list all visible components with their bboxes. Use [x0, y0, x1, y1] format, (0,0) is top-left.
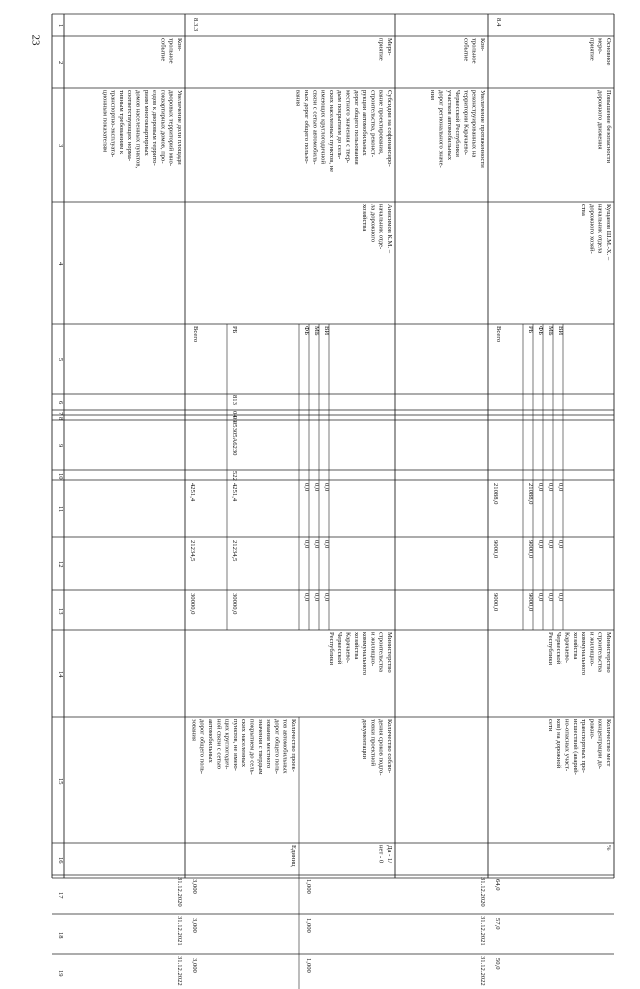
block-measure-833-value-col11-3: 0,0	[313, 483, 320, 492]
block-measure-84-value-col11-0: 21088,0	[492, 483, 499, 505]
column-number-6: 6	[57, 401, 64, 405]
block-measure-84-type: Основное меро- приятие	[588, 38, 612, 66]
column-number-2: 2	[57, 61, 64, 65]
block-measure-833-indicator-value-0-2: 3,000	[191, 958, 198, 973]
block-measure-833-value-col11-2: 0,0	[303, 483, 310, 492]
block-measure-833-value-col13-4: 0,0	[323, 593, 330, 602]
plan-table	[52, 14, 614, 986]
column-number-10: 10	[57, 472, 64, 480]
block-event-2-date-1: 31.12.2021	[479, 916, 486, 946]
block-measure-84-source-4: ВИ	[557, 326, 564, 336]
block-measure-833-source-2: ФБ	[303, 326, 310, 335]
block-measure-833-value-col11-1: 4251,4	[231, 483, 238, 502]
column-number-18: 18	[57, 931, 64, 939]
block-event-2-type: Кон- трольное событие	[462, 38, 486, 64]
block-measure-84-total-label: Всего	[495, 326, 502, 343]
block-event-1-date-0: 31.12.2020	[176, 877, 183, 907]
column-number-14: 14	[57, 671, 64, 678]
block-measure-84-responsible: Кущанов Ш.М.-Х. – начальник отдела дорожного хозяй- ства	[580, 204, 612, 261]
block-event-2-date-2: 31.12.2022	[479, 956, 486, 986]
block-measure-833-value-col12-1: 21234,5	[231, 540, 238, 562]
block-measure-833-value-col13-0: 30000,0	[189, 593, 196, 615]
block-measure-833-indicator-name-0: Количество проек- тов автомобильных дорог общего поль- зования местного значения с твердым покрытием до сель- ских населенных пунктов, не имею- щих круглогодич- ной связи с сетью автомобильных дорог общего поль- зования	[190, 719, 297, 775]
block-event-1-type: Кон- трольное событие	[159, 38, 183, 64]
column-number-15: 15	[57, 777, 64, 785]
block-measure-84-value-col12-3: 0,0	[547, 540, 554, 549]
block-measure-833-value-col11-0: 4251,4	[189, 483, 196, 502]
column-number-1: 1	[57, 24, 64, 28]
block-measure-84-source-3: МБ	[547, 326, 554, 336]
column-number-16: 16	[57, 856, 64, 864]
block-measure-84-value-col11-1: 21088,0	[527, 483, 534, 505]
block-measure-833-responsible: Анисимов К.М. – начальник отде- ла дорожного хозяйства	[361, 204, 393, 254]
block-measure-833-executor: Министерство строительства и жилищно- коммунального хозяйства Карачаево- Черкесской Республики	[327, 632, 393, 676]
block-measure-833-value-col12-0: 21234,5	[189, 540, 196, 562]
block-measure-84-value-col13-2: 0,0	[537, 593, 544, 602]
block-event-2-date-0: 31.12.2020	[479, 877, 486, 907]
block-measure-833-number: 8.3.3	[192, 18, 199, 32]
column-number-8: 8	[57, 416, 64, 421]
block-event-1-description: Увеличение доли площади дворовых территорий мно- гоквартирных домов, про- ездов к дворовым террито- риям многоквартирных домов населенных пунктов, соответствующих норма- тивным требованиям к транспортно-эксплуата- ционным показателям	[101, 90, 183, 169]
block-measure-833-type: Меро- приятие	[377, 38, 393, 61]
block-measure-833-value-col12-2: 0,0	[303, 540, 310, 549]
column-number-12: 12	[57, 561, 64, 568]
block-measure-84-indicator-value-0-1: 57,0	[494, 918, 501, 930]
block-measure-833-code-c7: 04	[231, 411, 238, 418]
block-measure-84-value-col13-3: 0,0	[547, 593, 554, 602]
block-measure-84-value-col12-0: 9000,0	[492, 540, 499, 559]
block-measure-833-indicator-value-0-0: 3,000	[191, 879, 198, 894]
block-measure-833-description: Субсидии на софинансиро- вание проектирования, строительства, реконст- рукции автомобильных дорог общего пользования местного значения с твер- дым покрытием до сель- ских населенных пунктов, не имеющих круглогодичной связи с сетью автомобиль- ных дорог общего пользо- вания	[294, 90, 393, 173]
block-measure-833-indicator-value-1-0: 1,000	[305, 879, 312, 894]
block-measure-833-indicator-name-1: Количество соблю- дения сроков подго- товки проектной документации	[361, 719, 393, 776]
column-number-19: 19	[57, 970, 64, 977]
block-measure-833-value-col13-3: 0,0	[313, 593, 320, 602]
block-measure-833-indicator-unit-1: Да - 1/ нет - 0	[377, 845, 393, 864]
column-number-3: 3	[57, 144, 64, 148]
block-measure-84-value-col11-4: 0,0	[557, 483, 564, 492]
block-measure-84-indicator-unit-0: %	[605, 845, 612, 851]
block-measure-84-description: Повышение безопасности дорожного движения	[596, 90, 612, 164]
block-measure-84-indicator-value-0-2: 50,0	[494, 958, 501, 970]
block-measure-84-value-col13-4: 0,0	[557, 593, 564, 602]
block-measure-833-value-col12-3: 0,0	[313, 540, 320, 549]
block-measure-84-executor: Министерство строительства и жилищно- коммунального хозяйства Карачаево- Черкесской Республики	[546, 632, 612, 676]
block-measure-84-source-2: ФБ	[537, 326, 544, 335]
block-measure-84-indicator-value-0-0: 64,0	[494, 879, 501, 891]
column-number-5: 5	[57, 358, 64, 362]
block-measure-833-code-c10: 522	[231, 471, 238, 481]
block-event-1-date-2: 31.12.2022	[176, 956, 183, 986]
block-measure-833-code-c9: 05305A6230	[231, 421, 238, 456]
block-measure-84-value-col13-1: 9000,0	[527, 593, 534, 612]
block-measure-833-indicator-value-1-2: 1,000	[305, 958, 312, 973]
block-measure-84-value-col12-1: 9000,0	[527, 540, 534, 559]
block-measure-833-source-1: РБ	[231, 326, 238, 334]
block-event-2-description: Увеличение протяженности реконструированных на территории Карачаево- Черкесской Республики участков автомобильных дорог регионального значе- ния	[429, 90, 486, 168]
block-event-1-date-1: 31.12.2021	[176, 916, 183, 946]
block-measure-84-number: 8.4	[495, 18, 502, 27]
column-number-7: 7	[57, 411, 64, 416]
block-measure-84-value-col11-3: 0,0	[547, 483, 554, 492]
block-measure-833-source-3: МБ	[313, 326, 320, 336]
block-measure-833-indicator-value-1-1: 1,000	[305, 918, 312, 933]
block-measure-833-code-c6: 813	[231, 395, 238, 405]
column-number-4: 4	[57, 262, 64, 266]
block-measure-84-source-1: РБ	[527, 326, 534, 334]
block-measure-833-total-label: Всего	[192, 326, 199, 343]
block-measure-84-value-col11-2: 0,0	[537, 483, 544, 492]
block-measure-84-value-col12-4: 0,0	[557, 540, 564, 549]
column-number-17: 17	[57, 892, 64, 899]
block-measure-84-indicator-name-0: Количество мест концентрации до- рожно- транспортных про- исшествий (аварий- но-опасных участ- ков) на дорожной сети	[546, 719, 612, 775]
column-number-13: 13	[57, 607, 64, 615]
block-measure-833-value-col11-4: 0,0	[323, 483, 330, 492]
block-measure-833-indicator-value-0-1: 3,000	[191, 918, 198, 933]
page-number: 23	[29, 34, 42, 46]
block-measure-833-code-c8: 09	[231, 416, 238, 423]
block-measure-833-value-col13-2: 0,0	[303, 593, 310, 602]
block-measure-84-value-col12-2: 0,0	[537, 540, 544, 549]
column-number-11: 11	[57, 506, 64, 513]
block-measure-84-value-col13-0: 9000,0	[492, 593, 499, 612]
block-measure-833-value-col12-4: 0,0	[323, 540, 330, 549]
block-measure-833-value-col13-1: 30000,0	[231, 593, 238, 615]
column-number-9: 9	[57, 444, 64, 448]
block-measure-833-indicator-unit-0: Единиц	[290, 845, 297, 867]
block-measure-833-source-4: ВИ	[323, 326, 330, 336]
